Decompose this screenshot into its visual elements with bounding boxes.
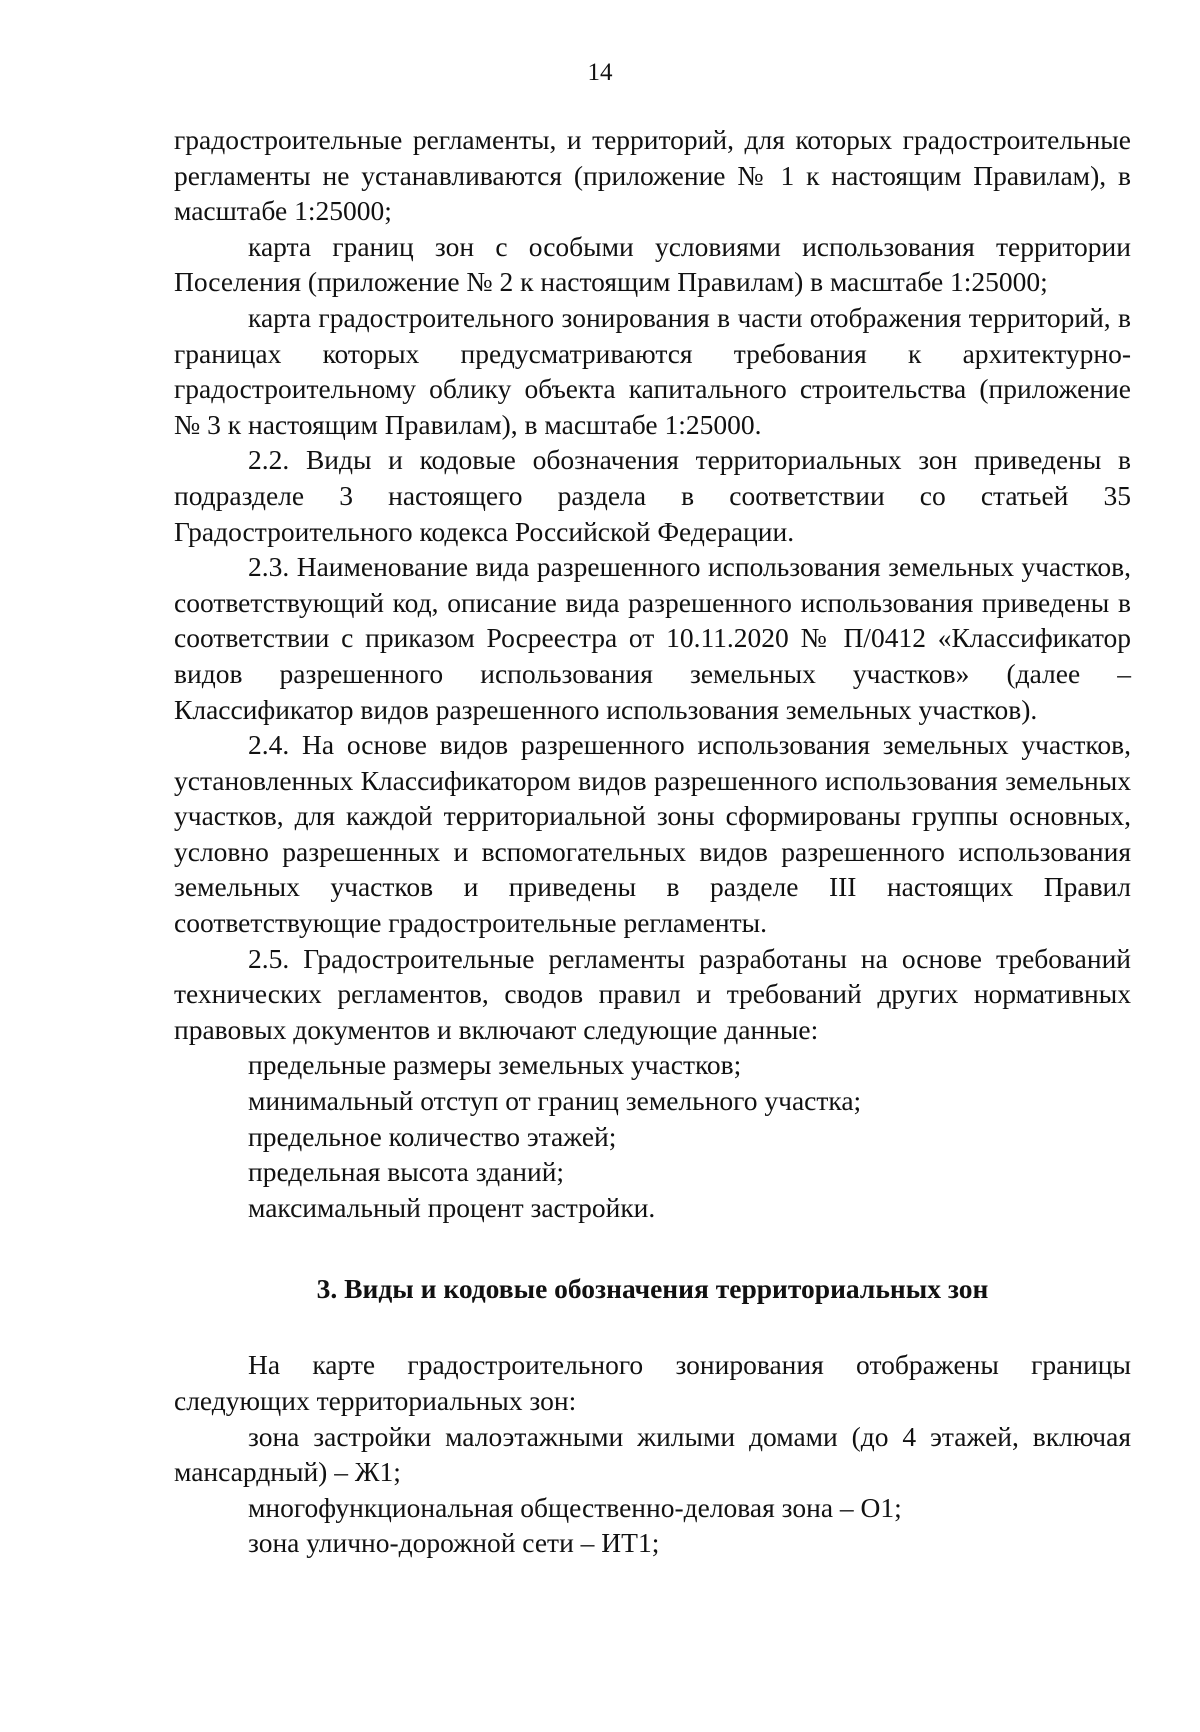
paragraph-zone-zh1: зона застройки малоэтажными жилыми домами (до 4 этажей, включая мансардный) – Ж1; — [174, 1420, 1131, 1488]
list-item: предельное количество этажей; — [248, 1120, 617, 1152]
paragraph-item-2-5: 2.5. Градостроительные регламенты разработаны на основе требований технических регламентов, сводов правил и требований других нормативных правовых документов и включают следующие данные: — [174, 942, 1131, 1045]
paragraph-continuation: градостроительные регламенты, и территорий, для которых градостроительные регламенты не устанавливаются (приложение № 1 к настоящим Правилам), в масштабе 1:25000; — [174, 124, 1131, 227]
page-number: 14 — [587, 59, 613, 86]
paragraph-item-2-4: 2.4. На основе видов разрешенного использования земельных участков, установленных Классификатором видов разрешенного использования земельных участков, для каждой территориальной зоны сформированы группы основных, условно разрешенных и вспомогательных видов разрешенного использования земельных участков и приведены в разделе III настоящих Правил соответствующие градостроительные регламенты. — [174, 729, 1131, 939]
paragraph-item-2-2: 2.2. Виды и кодовые обозначения территориальных зон приведены в подразделе 3 настоящего раздела в соответствии со статьей 35 Градостроительного кодекса Российской Федерации. — [174, 444, 1131, 547]
list-item: предельные размеры земельных участков; — [248, 1049, 742, 1081]
paragraph-map-special-zones: карта границ зон с особыми условиями использования территории Поселения (приложение № 2 к настоящим Правилам) в масштабе 1:25000; — [174, 230, 1131, 298]
paragraph-item-2-3: 2.3. Наименование вида разрешенного использования земельных участков, соответствующий код, описание вида разрешенного использования приведены в соответствии с приказом Росреестра от 10.11.2020 № П/0412 «Классификатор видов разрешенного использования земельных участков» (далее – Классификатор видов разрешенного использования земельных участков). — [174, 551, 1131, 725]
list-item: минимальный отступ от границ земельного участка; — [248, 1085, 862, 1117]
regulation-data-list — [174, 1047, 1131, 1225]
list-item: максимальный процент застройки. — [248, 1191, 656, 1223]
paragraph-map-architectural: карта градостроительного зонирования в части отображения территорий, в границах которых предусматриваются требования к архитектурно-градостроительному облику объекта капитального строительства (приложение № 3 к настоящим Правилам), в масштабе 1:25000. — [174, 301, 1131, 440]
list-item: предельная высота зданий; — [248, 1156, 565, 1188]
section-heading: 3. Виды и кодовые обозначения территориальных зон — [316, 1273, 989, 1305]
paragraph-zone-o1: многофункциональная общественно-деловая зона – О1; — [248, 1491, 902, 1523]
paragraph-zone-it1: зона улично-дорожной сети – ИТ1; — [248, 1527, 660, 1559]
paragraph-zones-intro: На карте градостроительного зонирования отображены границы следующих территориальных зон: — [174, 1349, 1131, 1416]
document-body — [174, 122, 1131, 1561]
